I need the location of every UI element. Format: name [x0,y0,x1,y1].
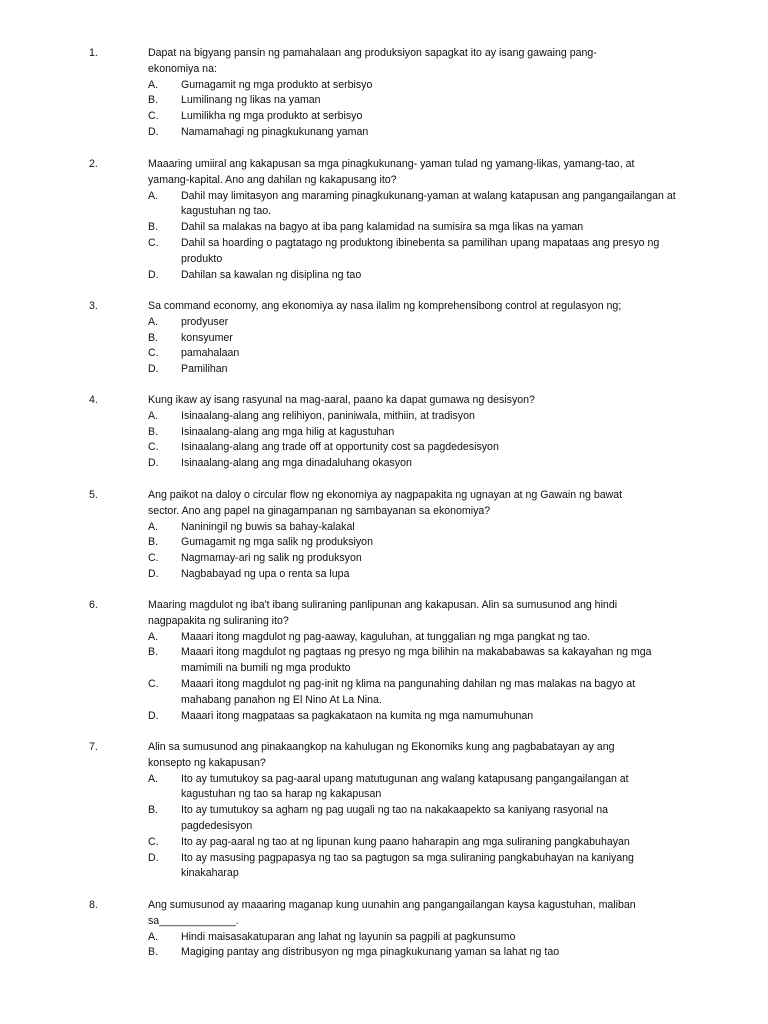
choice-text: Isinaalang-alang ang relihiyon, paniniwala, mithiin, at tradisyon [181,409,475,422]
choice-letter: A. [148,189,159,202]
choice-list [0,315,768,378]
choice-text: Pamilihan [181,363,228,376]
choice-letter: B. [148,946,159,959]
choice-text: prodyuser [181,315,229,328]
choice-letter: B. [148,94,159,107]
question-number: 6. [89,599,98,611]
choice-b [148,331,681,347]
choice-b [148,425,681,441]
question-8 [0,898,768,961]
question-1 [0,46,768,141]
choice-letter: D. [148,363,159,376]
choice-letter: D. [148,851,159,864]
choice-text: Naniningil ng buwis sa bahay-kalakal [181,520,355,533]
choice-text: Maaari itong magdulot ng pag-init ng klima na pangunahing dahilan ng mas malakas na bagyo at mahabang panahon ng El Nino At La Nina. [181,677,636,706]
choice-text: Hindi maisasakatuparan ang lahat ng layunin sa pagpili at pagkunsumo [181,930,516,943]
choice-text: Dahil sa hoarding o pagtatago ng produktong ibinebenta sa pamilihan upang mapataas ang presyo ng produkto [181,236,660,265]
choice-a [148,409,681,425]
question-text: Ang sumusunod ay maaaring maganap kung uunahin ang pangangailangan kaysa kagustuhan, maliban sa_____________. [148,899,636,927]
choice-letter: A. [148,772,159,785]
choice-c [148,835,681,851]
choice-a [148,189,681,221]
choice-letter: D. [148,125,159,138]
choice-letter: A. [148,315,159,328]
question-number: 1. [89,47,98,59]
choice-text: Dahil sa malakas na bagyo at iba pang kalamidad na sumisira sa mga likas na yaman [181,221,584,234]
choice-letter: A. [148,78,159,91]
choice-list [0,520,768,583]
question-4 [0,393,768,472]
choice-d [148,125,681,141]
choice-d [148,362,681,378]
choice-letter: B. [148,646,159,659]
choice-c [148,551,681,567]
choice-list [0,78,768,141]
choice-text: Dahil may limitasyon ang maraming pinagkukunang-yaman at walang katapusan ang pangangailangan at kagustuhan ng tao. [181,189,676,218]
choice-d [148,709,681,725]
choice-letter: C. [148,236,159,249]
choice-text: Gumagamit ng mga produkto at serbisyo [181,78,373,91]
choice-list [0,189,768,284]
choice-text: pamahalaan [181,347,240,360]
question-number: 4. [89,394,98,406]
choice-letter: D. [148,268,159,281]
choice-text: Maaari itong magpataas sa pagkakataon na kumita ng mga namumuhunan [181,709,534,722]
choice-text: Isinaalang-alang ang trade off at opportunity cost sa pagdedesisyon [181,441,499,454]
choice-letter: D. [148,457,159,470]
choice-letter: A. [148,520,159,533]
question-7 [0,740,768,882]
question-text: Kung ikaw ay isang rasyunal na mag-aaral, paano ka dapat gumawa ng desisyon? [148,394,535,406]
choice-text: Isinaalang-alang ang mga hilig at kagustuhan [181,425,395,438]
choice-list [0,772,768,883]
choice-a [148,772,681,804]
choice-text: Lumilinang ng likas na yaman [181,94,321,107]
choice-text: Nagbabayad ng upa o renta sa lupa [181,567,350,580]
question-text: Maaaring umiiral ang kakapusan sa mga pinagkukunang- yaman tulad ng yamang-likas, yamang-tao, at yamang-kapital. Ano ang dahilan ng kakapusang ito? [148,158,635,186]
choice-text: Gumagamit ng mga salik ng produksiyon [181,536,373,549]
question-text: Alin sa sumusunod ang pinakaangkop na kahulugan ng Ekonomiks kung ang pagbabatayan ay ang konsepto ng kakapusan? [148,741,615,769]
choice-text: Maaari itong magdulot ng pagtaas ng presyo ng mga bilihin na makababawas sa kakayahan ng mga mamimili na bumili ng mga produkto [181,646,652,675]
choice-c [148,109,681,125]
question-text: Sa command economy, ang ekonomiya ay nasa ilalim ng komprehensibong control at regulasyon ng; [148,300,622,312]
choice-letter: B. [148,331,159,344]
choice-letter: D. [148,709,159,722]
choice-letter: C. [148,347,159,360]
choice-a [148,315,681,331]
choice-letter: C. [148,677,159,690]
choice-list [0,930,768,962]
choice-text: Ito ay masusing pagpapasya ng tao sa pagtugon sa mga suliraning pangkabuhayan na kaniyang kinakaharap [181,851,634,880]
question-text: Ang paikot na daloy o circular flow ng ekonomiya ay nagpapakita ng ugnayan at ng Gawain ng bawat sector. Ano ang papel na ginagampanan ng sambayanan sa ekonomiya? [148,489,623,517]
choice-text: Isinaalang-alang ang mga dinadaluhang okasyon [181,457,412,470]
choice-a [148,520,681,536]
question-text: Dapat na bigyang pansin ng pamahalaan ang produksiyon sapagkat ito ay isang gawaing pang-ekonomiya na: [148,47,597,75]
question-number: 5. [89,489,98,501]
choice-letter: C. [148,441,159,454]
choice-b [148,803,681,835]
choice-d [148,268,681,284]
choice-letter: C. [148,110,159,123]
choice-letter: B. [148,221,159,234]
choice-letter: C. [148,835,159,848]
choice-a [148,930,681,946]
question-text: Maaring magdulot ng iba't ibang suliraning panlipunan ang kakapusan. Alin sa sumusunod ang hindi nagpapakita ng suliraning ito? [148,599,618,627]
choice-text: Ito ay tumutukoy sa agham ng pag uugali ng tao na nakakaapekto sa kaniyang rasyonal na pagdedesisyon [181,804,608,832]
choice-letter: A. [148,930,159,943]
choice-a [148,630,681,646]
choice-b [148,535,681,551]
choice-b [148,93,681,109]
choice-text: Ito ay tumutukoy sa pag-aaral upang matutugunan ang walang katapusang pangangailangan at kagustuhan ng tao sa harap ng kakapusan [181,772,629,801]
choice-c [148,677,681,709]
choice-c [148,236,681,268]
choice-list [0,630,768,725]
question-number: 7. [89,741,98,753]
choice-b [148,945,681,961]
choice-text: Nagmamay-ari ng salik ng produksyon [181,552,362,565]
choice-text: Magiging pantay ang distribusyon ng mga pinagkukunang yaman sa lahat ng tao [181,946,560,959]
question-number: 8. [89,899,98,911]
choice-b [148,220,681,236]
choice-letter: B. [148,425,159,438]
choice-c [148,346,681,362]
choice-text: Namamahagi ng pinagkukunang yaman [181,125,369,138]
choice-text: Maaari itong magdulot ng pag-aaway, kaguluhan, at tunggalian ng mga pangkat ng tao. [181,630,591,643]
choice-letter: B. [148,804,159,817]
choice-text: konsyumer [181,331,233,344]
choice-letter: A. [148,630,159,643]
question-2 [0,157,768,283]
choice-letter: A. [148,409,159,422]
question-3 [0,299,768,378]
choice-c [148,440,681,456]
question-6 [0,598,768,724]
choice-a [148,78,681,94]
choice-list [0,409,768,472]
choice-b [148,645,681,677]
choice-d [148,851,681,883]
choice-letter: B. [148,536,159,549]
question-number: 3. [89,300,98,312]
choice-text: Ito ay pag-aaral ng tao at ng lipunan kung paano haharapin ang mga suliraning pangkabuhayan [181,835,630,848]
choice-letter: C. [148,552,159,565]
choice-text: Lumilikha ng mga produkto at serbisyo [181,110,363,123]
choice-d [148,456,681,472]
choice-letter: D. [148,567,159,580]
choice-text: Dahilan sa kawalan ng disiplina ng tao [181,268,362,281]
question-5 [0,488,768,583]
choice-d [148,567,681,583]
question-number: 2. [89,158,98,170]
